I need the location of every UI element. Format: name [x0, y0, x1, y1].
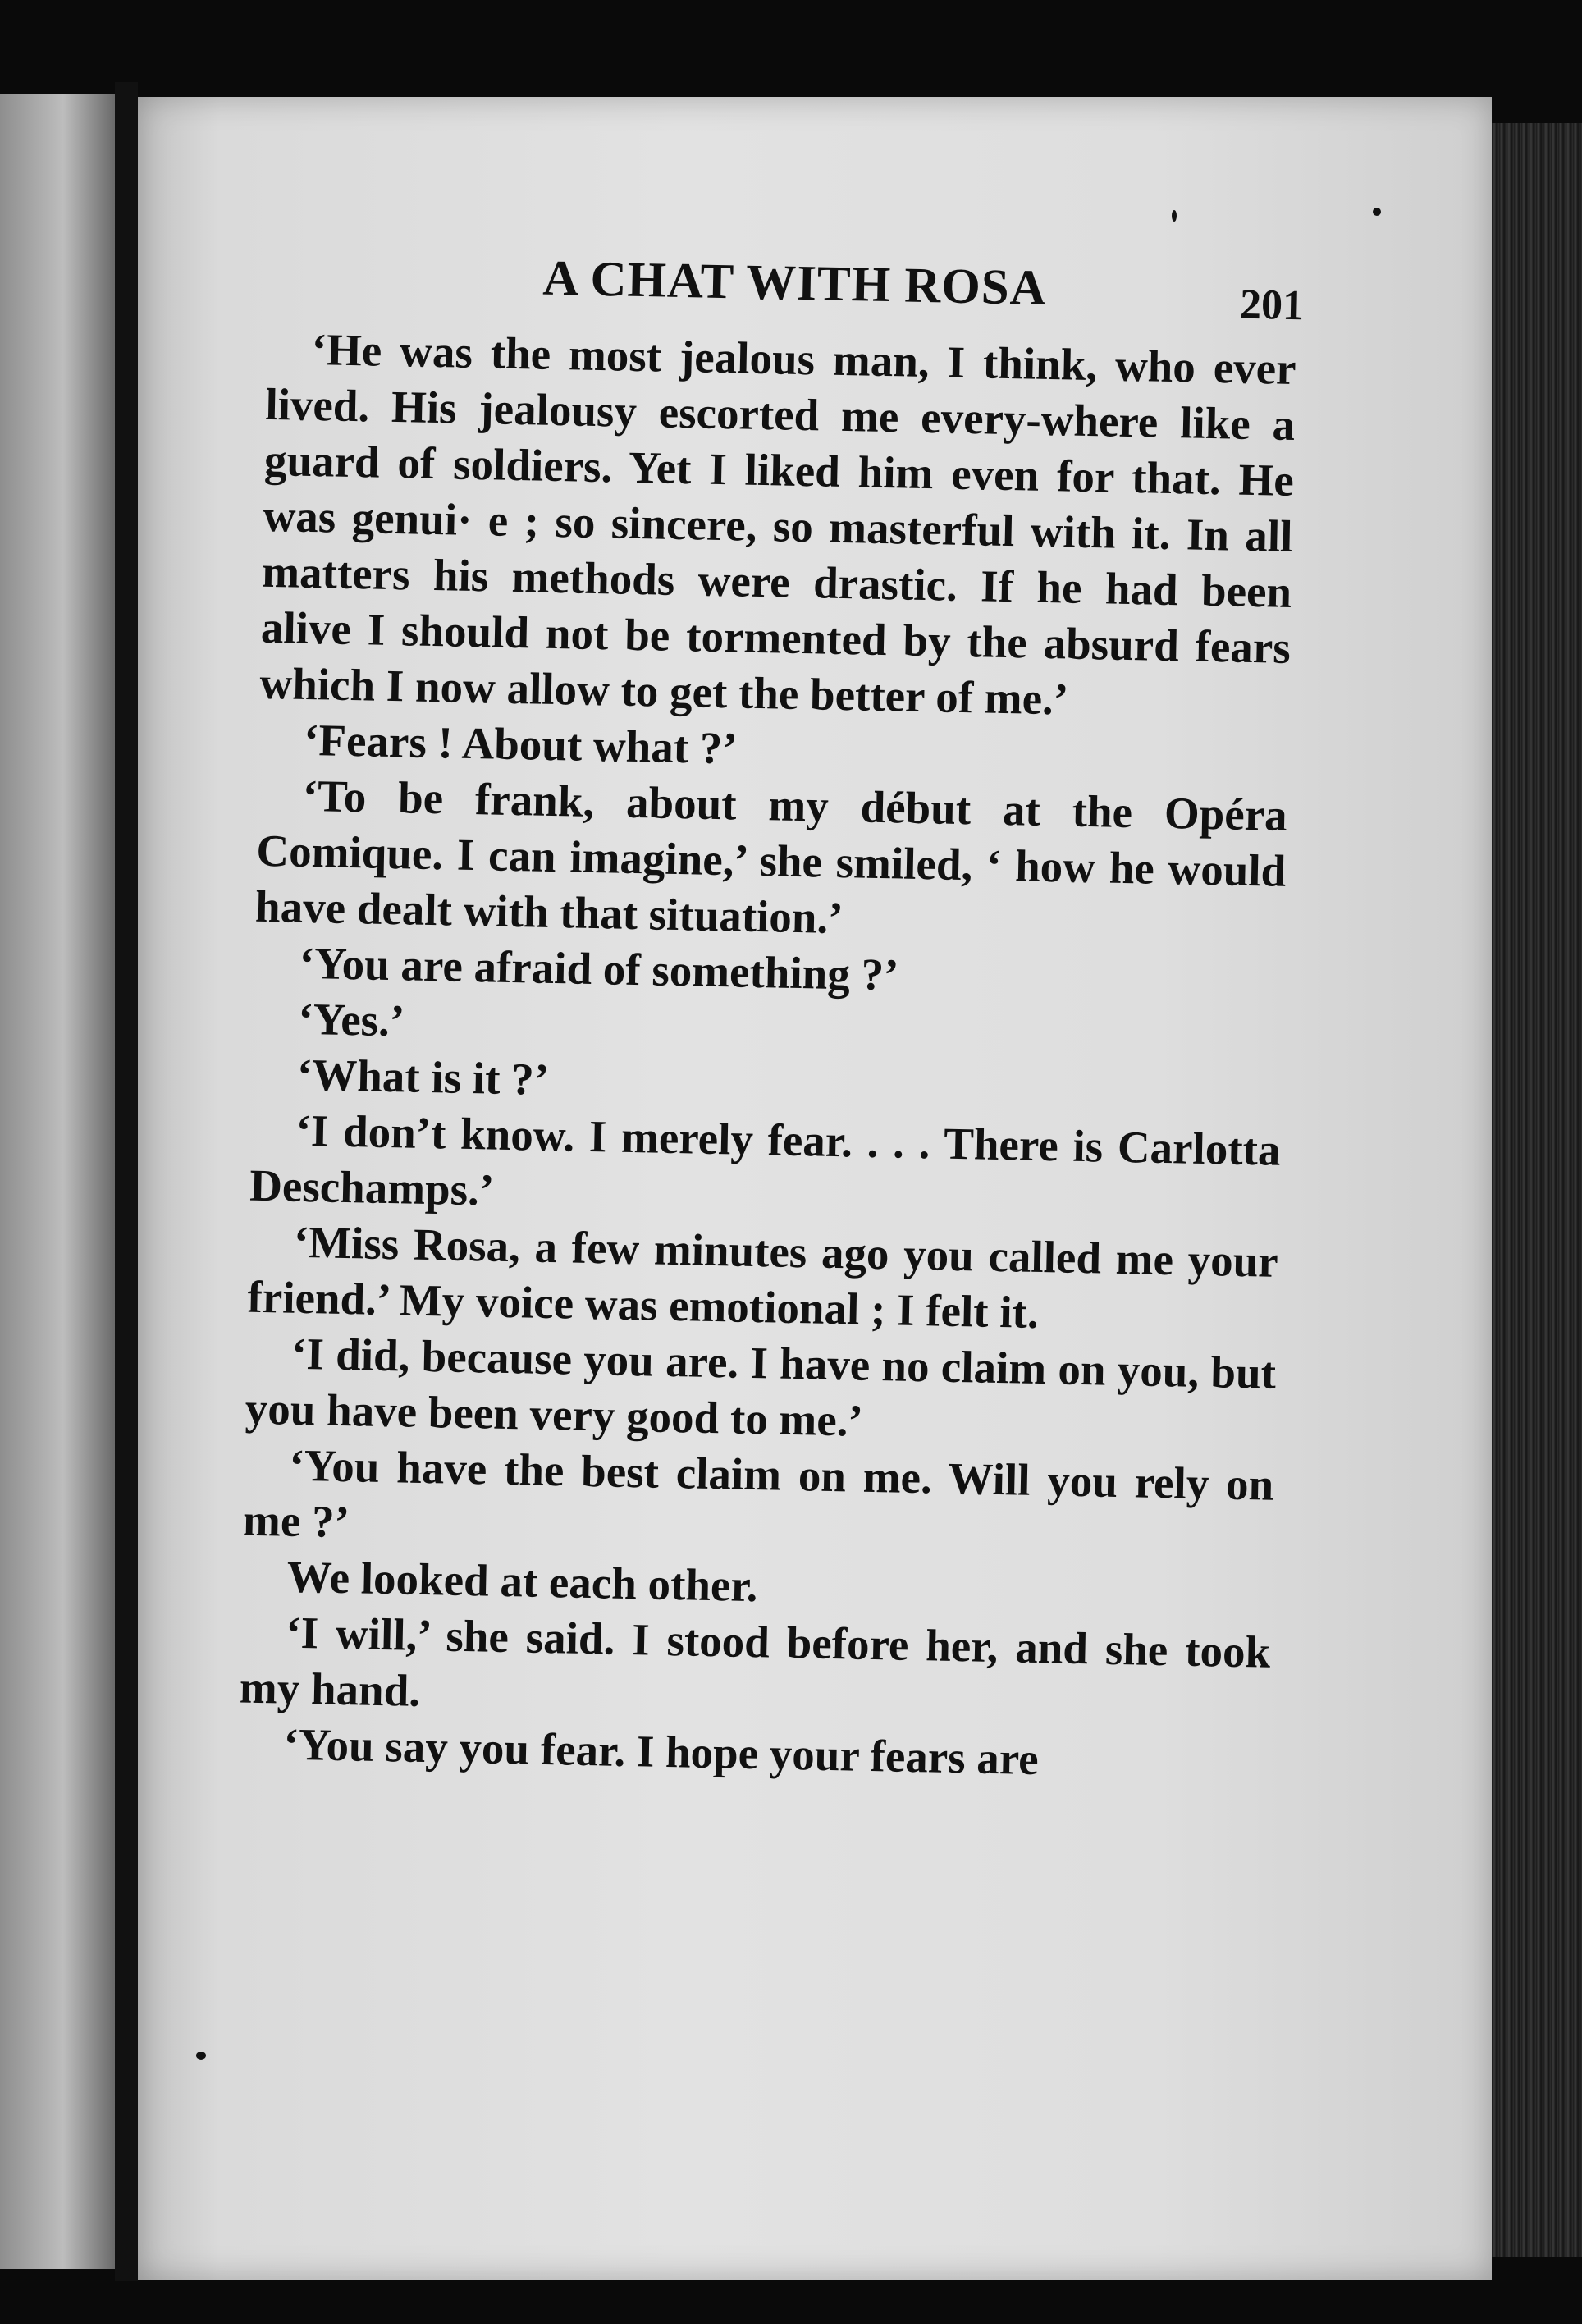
paragraph: ‘You are afraid of something ?’: [299, 937, 899, 1000]
page-content: [117, 82, 1515, 2292]
paragraph: ‘Yes.’: [297, 993, 405, 1046]
ink-speck: [1373, 208, 1381, 216]
paragraph: We looked at each other.: [286, 1551, 759, 1612]
left-page-edge: [0, 94, 115, 2269]
body-text: [238, 321, 1296, 1792]
ink-speck: [196, 2052, 206, 2060]
paragraph: ‘Fears ! About what ?’: [303, 714, 738, 774]
paragraph: ‘You say you fear. I hope your fears are: [283, 1718, 1040, 1785]
paragraph: ‘To be frank, about my début at the Opéra Comique. I can imagine,’ she smiled, ‘ how he would have dealt with that situation.’: [254, 770, 1288, 944]
paragraph: ‘You have the best claim on me. Will you rely on me ?’: [242, 1439, 1274, 1548]
paragraph: ‘What is it ?’: [296, 1049, 550, 1105]
book-page: [138, 97, 1492, 2280]
paragraph: ‘I will,’ she said. I stood before her, and she took my hand.: [239, 1607, 1271, 1716]
page-number: 201: [1239, 281, 1305, 330]
ink-speck: [1172, 210, 1177, 222]
paragraph: ‘He was the most jealous man, I think, who ever lived. His jealousy escorted me every-where like a guard of soldiers. Yet I liked him even for that. He was genui· e ; so sincere, so masterful with it. In all matters his methods were drastic. If he had been alive I should not be tormented by the absurd fears which I now allow to get the better of me.’: [258, 323, 1297, 725]
paragraph: ‘I did, because you are. I have no claim on you, but you have been very good to me.’: [245, 1328, 1277, 1446]
paragraph: ‘I don’t know. I merely fear. . . . There is Carlotta Deschamps.’: [249, 1105, 1282, 1215]
paragraph: ‘Miss Rosa, a few minutes ago you called me your friend.’ My voice was emotional ; I felt it.: [246, 1216, 1279, 1338]
running-head: A CHAT WITH ROSA: [542, 250, 1048, 316]
